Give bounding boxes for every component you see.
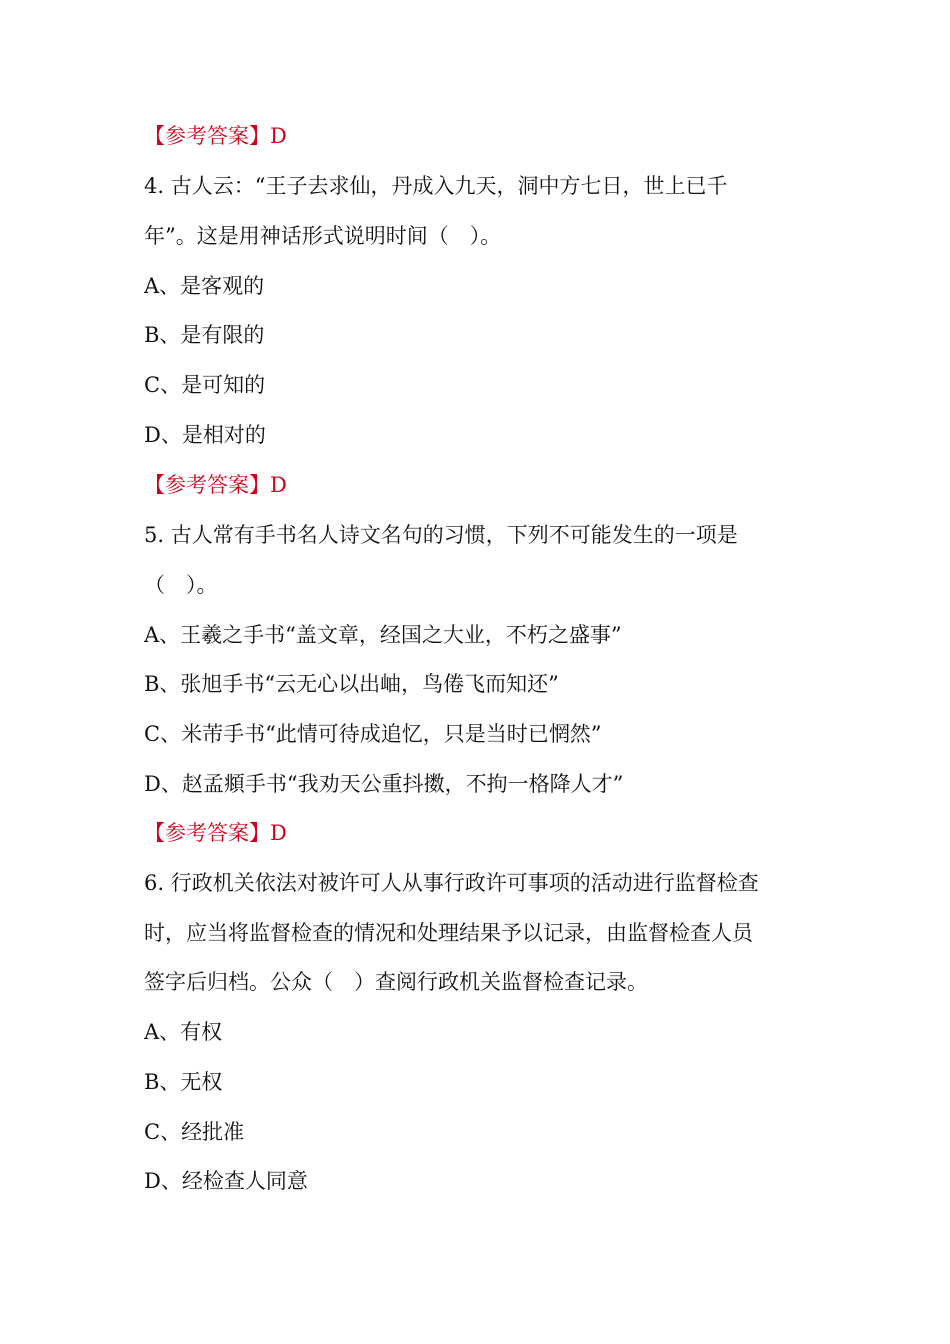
question-stem-line: 5. 古人常有手书名人诗文名句的习惯，下列不可能发生的一项是 — [144, 523, 738, 547]
option-b: B、无权 — [144, 1070, 223, 1094]
answer-key-5: 【参考答案】D — [144, 821, 287, 845]
option-c: C、是可知的 — [144, 373, 266, 397]
option-b: B、是有限的 — [144, 323, 265, 347]
option-b: B、张旭手书“云无心以出岫，鸟倦飞而知还” — [144, 672, 559, 696]
option-d: D、经检查人同意 — [144, 1169, 308, 1193]
question-stem-line: （ ）。 — [144, 573, 218, 597]
option-c: C、经批准 — [144, 1120, 245, 1144]
question-stem-line: 时，应当将监督检查的情况和处理结果予以记录，由监督检查人员 — [144, 921, 753, 945]
option-d: D、赵孟頫手书“我劝天公重抖擞，不拘一格降人才” — [144, 772, 624, 796]
option-a: A、是客观的 — [144, 274, 265, 298]
option-a: A、有权 — [144, 1020, 223, 1044]
option-c: C、米芾手书“此情可待成追忆，只是当时已惘然” — [144, 722, 602, 746]
question-stem-line: 6. 行政机关依法对被许可人从事行政许可事项的活动进行监督检查 — [144, 871, 759, 895]
question-stem-line: 年”。这是用神话形式说明时间（ ）。 — [144, 224, 502, 248]
answer-key-4: 【参考答案】D — [144, 473, 287, 497]
answer-key-3: 【参考答案】D — [144, 124, 287, 148]
question-stem-line: 签字后归档。公众（ ）查阅行政机关监督检查记录。 — [144, 970, 648, 994]
question-stem-line: 4. 古人云：“王子去求仙，丹成入九天，洞中方七日，世上已千 — [144, 174, 728, 198]
option-d: D、是相对的 — [144, 423, 266, 447]
option-a: A、王羲之手书“盖文章，经国之大业，不朽之盛事” — [144, 623, 622, 647]
